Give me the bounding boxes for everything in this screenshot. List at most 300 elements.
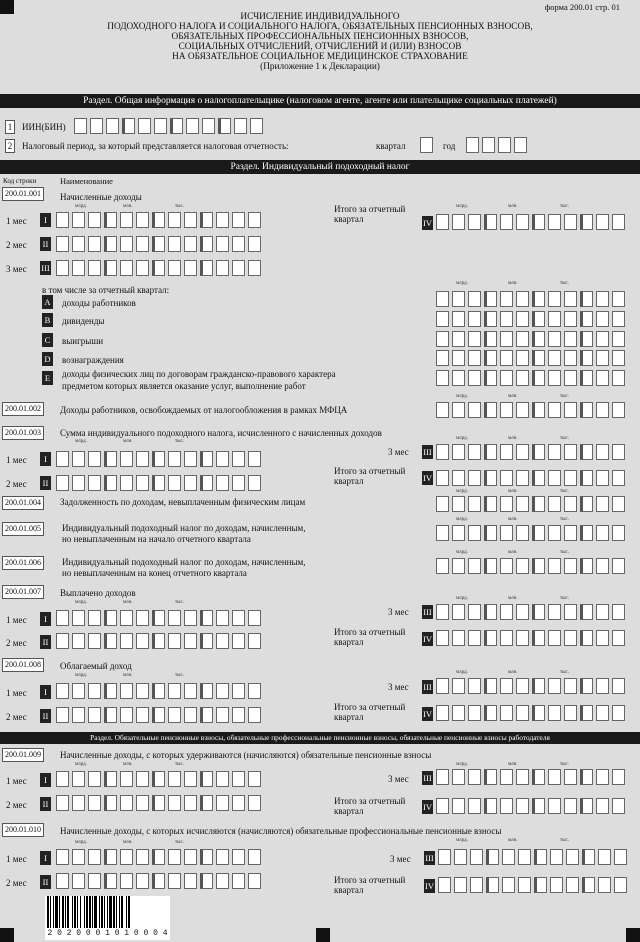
input-cell[interactable] [136,212,149,228]
input-cell[interactable] [550,877,563,893]
input-cell[interactable] [548,311,561,327]
input-cell[interactable] [596,705,609,721]
input-cell[interactable] [516,678,529,694]
input-cell[interactable] [564,214,577,230]
input-cell[interactable] [580,444,593,460]
input-cell[interactable] [596,331,609,347]
input-cell[interactable] [500,705,513,721]
input-cell[interactable] [152,633,165,649]
input-cell[interactable] [548,331,561,347]
input-cell[interactable] [580,470,593,486]
input-cell[interactable] [436,604,449,620]
input-cell[interactable] [550,849,563,865]
input-cell[interactable] [580,798,593,814]
input-cell[interactable] [248,475,261,491]
input-cell[interactable] [484,678,497,694]
input-cell[interactable] [596,769,609,785]
input-cell[interactable] [152,236,165,252]
input-cell[interactable] [532,705,545,721]
input-cell[interactable] [56,707,69,723]
input-cell[interactable] [88,795,101,811]
input-cell[interactable] [88,633,101,649]
input-cell[interactable] [232,610,245,626]
input-cell[interactable] [548,798,561,814]
input-cell[interactable] [454,877,467,893]
iin-input[interactable] [74,118,266,134]
input-cell[interactable] [184,849,197,865]
input-cell[interactable] [612,311,625,327]
input-cell[interactable] [152,260,165,276]
input-cell[interactable] [468,311,481,327]
input-cell[interactable] [580,311,593,327]
input-cell[interactable] [500,496,513,512]
input-cell[interactable] [612,525,625,541]
amount-input[interactable] [436,705,628,721]
input-cell[interactable] [436,678,449,694]
input-cell[interactable] [500,525,513,541]
input-cell[interactable] [88,683,101,699]
input-cell[interactable] [484,214,497,230]
input-cell[interactable] [120,795,133,811]
input-cell[interactable] [90,118,103,134]
input-cell[interactable] [564,370,577,386]
input-cell[interactable] [200,212,213,228]
amount-input[interactable] [56,771,264,787]
input-cell[interactable] [484,331,497,347]
input-cell[interactable] [548,630,561,646]
input-cell[interactable] [500,214,513,230]
input-cell[interactable] [580,291,593,307]
input-cell[interactable] [216,683,229,699]
input-cell[interactable] [532,444,545,460]
input-cell[interactable] [104,849,117,865]
input-cell[interactable] [564,331,577,347]
input-cell[interactable] [548,470,561,486]
input-cell[interactable] [436,558,449,574]
input-cell[interactable] [468,350,481,366]
input-cell[interactable] [516,630,529,646]
input-cell[interactable] [516,769,529,785]
input-cell[interactable] [152,212,165,228]
input-cell[interactable] [500,402,513,418]
input-cell[interactable] [168,873,181,889]
input-cell[interactable] [532,214,545,230]
input-cell[interactable] [452,214,465,230]
input-cell[interactable] [72,610,85,626]
amount-input[interactable] [436,525,628,541]
input-cell[interactable] [532,558,545,574]
input-cell[interactable] [168,707,181,723]
input-cell[interactable] [532,496,545,512]
input-cell[interactable] [216,771,229,787]
input-cell[interactable] [88,451,101,467]
input-cell[interactable] [438,877,451,893]
input-cell[interactable] [612,470,625,486]
input-cell[interactable] [56,610,69,626]
input-cell[interactable] [596,470,609,486]
input-cell[interactable] [104,873,117,889]
input-cell[interactable] [516,370,529,386]
input-cell[interactable] [88,707,101,723]
input-cell[interactable] [484,311,497,327]
input-cell[interactable] [532,402,545,418]
input-cell[interactable] [500,350,513,366]
input-cell[interactable] [136,475,149,491]
input-cell[interactable] [104,707,117,723]
input-cell[interactable] [120,260,133,276]
input-cell[interactable] [484,705,497,721]
input-cell[interactable] [452,370,465,386]
input-cell[interactable] [452,311,465,327]
input-cell[interactable] [120,873,133,889]
input-cell[interactable] [534,877,547,893]
input-cell[interactable] [468,331,481,347]
input-cell[interactable] [468,470,481,486]
input-cell[interactable] [564,496,577,512]
input-cell[interactable] [436,769,449,785]
input-cell[interactable] [484,798,497,814]
input-cell[interactable] [564,525,577,541]
input-cell[interactable] [484,444,497,460]
input-cell[interactable] [136,260,149,276]
input-cell[interactable] [452,331,465,347]
input-cell[interactable] [548,525,561,541]
amount-input[interactable] [56,610,264,626]
input-cell[interactable] [136,873,149,889]
input-cell[interactable] [500,291,513,307]
amount-input[interactable] [436,311,628,327]
input-cell[interactable] [596,496,609,512]
input-cell[interactable] [612,798,625,814]
input-cell[interactable] [248,260,261,276]
input-cell[interactable] [184,236,197,252]
input-cell[interactable] [598,849,611,865]
input-cell[interactable] [232,475,245,491]
input-cell[interactable] [122,118,135,134]
input-cell[interactable] [56,683,69,699]
input-cell[interactable] [596,444,609,460]
input-cell[interactable] [248,873,261,889]
input-cell[interactable] [72,795,85,811]
input-cell[interactable] [436,331,449,347]
input-cell[interactable] [202,118,215,134]
input-cell[interactable] [452,470,465,486]
input-cell[interactable] [580,402,593,418]
input-cell[interactable] [468,402,481,418]
input-cell[interactable] [468,558,481,574]
input-cell[interactable] [248,610,261,626]
input-cell[interactable] [168,633,181,649]
input-cell[interactable] [152,475,165,491]
input-cell[interactable] [72,873,85,889]
input-cell[interactable] [516,496,529,512]
input-cell[interactable] [500,470,513,486]
input-cell[interactable] [168,475,181,491]
input-cell[interactable] [548,350,561,366]
input-cell[interactable] [532,525,545,541]
input-cell[interactable] [580,769,593,785]
input-cell[interactable] [468,630,481,646]
input-cell[interactable] [500,630,513,646]
input-cell[interactable] [248,849,261,865]
input-cell[interactable] [436,630,449,646]
input-cell[interactable] [56,451,69,467]
input-cell[interactable] [564,678,577,694]
input-cell[interactable] [452,525,465,541]
input-cell[interactable] [136,610,149,626]
input-cell[interactable] [232,683,245,699]
input-cell[interactable] [152,683,165,699]
input-cell[interactable] [484,496,497,512]
input-cell[interactable] [596,630,609,646]
input-cell[interactable] [184,683,197,699]
input-cell[interactable] [548,769,561,785]
amount-input[interactable] [56,633,264,649]
input-cell[interactable] [468,496,481,512]
input-cell[interactable] [498,137,511,153]
input-cell[interactable] [516,798,529,814]
input-cell[interactable] [452,291,465,307]
input-cell[interactable] [452,678,465,694]
input-cell[interactable] [436,525,449,541]
input-cell[interactable] [454,849,467,865]
input-cell[interactable] [468,214,481,230]
input-cell[interactable] [582,849,595,865]
input-cell[interactable] [56,849,69,865]
input-cell[interactable] [484,470,497,486]
amount-input[interactable] [56,451,264,467]
input-cell[interactable] [452,350,465,366]
input-cell[interactable] [614,877,627,893]
input-cell[interactable] [436,402,449,418]
input-cell[interactable] [566,849,579,865]
input-cell[interactable] [518,877,531,893]
input-cell[interactable] [120,683,133,699]
input-cell[interactable] [136,683,149,699]
input-cell[interactable] [612,331,625,347]
input-cell[interactable] [420,137,433,153]
input-cell[interactable] [564,350,577,366]
input-cell[interactable] [72,771,85,787]
input-cell[interactable] [516,214,529,230]
input-cell[interactable] [532,370,545,386]
input-cell[interactable] [248,633,261,649]
input-cell[interactable] [184,873,197,889]
input-cell[interactable] [88,236,101,252]
input-cell[interactable] [500,604,513,620]
input-cell[interactable] [200,236,213,252]
input-cell[interactable] [548,370,561,386]
input-cell[interactable] [104,633,117,649]
input-cell[interactable] [532,678,545,694]
input-cell[interactable] [200,873,213,889]
input-cell[interactable] [216,795,229,811]
input-cell[interactable] [248,451,261,467]
input-cell[interactable] [532,331,545,347]
input-cell[interactable] [500,558,513,574]
input-cell[interactable] [612,630,625,646]
input-cell[interactable] [216,633,229,649]
input-cell[interactable] [596,604,609,620]
amount-input[interactable] [436,630,628,646]
input-cell[interactable] [104,212,117,228]
amount-input[interactable] [436,470,628,486]
input-cell[interactable] [72,260,85,276]
input-cell[interactable] [200,849,213,865]
input-cell[interactable] [612,350,625,366]
input-cell[interactable] [452,402,465,418]
input-cell[interactable] [200,451,213,467]
input-cell[interactable] [482,137,495,153]
input-cell[interactable] [232,707,245,723]
input-cell[interactable] [468,769,481,785]
input-cell[interactable] [548,291,561,307]
input-cell[interactable] [184,633,197,649]
input-cell[interactable] [500,798,513,814]
input-cell[interactable] [56,873,69,889]
input-cell[interactable] [612,291,625,307]
input-cell[interactable] [516,350,529,366]
input-cell[interactable] [564,630,577,646]
input-cell[interactable] [234,118,247,134]
input-cell[interactable] [516,311,529,327]
input-cell[interactable] [120,849,133,865]
input-cell[interactable] [514,137,527,153]
input-cell[interactable] [452,798,465,814]
input-cell[interactable] [56,236,69,252]
amount-input[interactable] [56,849,264,865]
input-cell[interactable] [484,769,497,785]
input-cell[interactable] [436,444,449,460]
input-cell[interactable] [104,795,117,811]
input-cell[interactable] [548,444,561,460]
amount-input[interactable] [436,402,628,418]
input-cell[interactable] [120,771,133,787]
input-cell[interactable] [88,475,101,491]
input-cell[interactable] [72,475,85,491]
input-cell[interactable] [216,451,229,467]
input-cell[interactable] [484,402,497,418]
input-cell[interactable] [484,291,497,307]
input-cell[interactable] [484,558,497,574]
input-cell[interactable] [168,260,181,276]
input-cell[interactable] [532,291,545,307]
input-cell[interactable] [88,771,101,787]
input-cell[interactable] [74,118,87,134]
amount-input[interactable] [436,798,628,814]
input-cell[interactable] [516,604,529,620]
input-cell[interactable] [612,705,625,721]
input-cell[interactable] [564,402,577,418]
input-cell[interactable] [168,795,181,811]
input-cell[interactable] [500,769,513,785]
input-cell[interactable] [72,236,85,252]
input-cell[interactable] [564,444,577,460]
input-cell[interactable] [580,630,593,646]
input-cell[interactable] [468,604,481,620]
input-cell[interactable] [452,769,465,785]
input-cell[interactable] [486,849,499,865]
input-cell[interactable] [136,849,149,865]
input-cell[interactable] [612,402,625,418]
input-cell[interactable] [596,214,609,230]
input-cell[interactable] [72,849,85,865]
input-cell[interactable] [580,604,593,620]
input-cell[interactable] [436,798,449,814]
input-cell[interactable] [232,212,245,228]
input-cell[interactable] [516,525,529,541]
input-cell[interactable] [596,291,609,307]
input-cell[interactable] [56,633,69,649]
input-cell[interactable] [88,260,101,276]
amount-input[interactable] [56,873,264,889]
input-cell[interactable] [232,849,245,865]
input-cell[interactable] [580,525,593,541]
input-cell[interactable] [120,707,133,723]
input-cell[interactable] [548,496,561,512]
input-cell[interactable] [612,558,625,574]
input-cell[interactable] [72,633,85,649]
amount-input[interactable] [438,849,630,865]
input-cell[interactable] [566,877,579,893]
input-cell[interactable] [516,291,529,307]
input-cell[interactable] [484,630,497,646]
input-cell[interactable] [468,705,481,721]
input-cell[interactable] [516,558,529,574]
input-cell[interactable] [612,678,625,694]
input-cell[interactable] [232,771,245,787]
input-cell[interactable] [500,370,513,386]
input-cell[interactable] [580,705,593,721]
input-cell[interactable] [466,137,479,153]
input-cell[interactable] [200,707,213,723]
input-cell[interactable] [614,849,627,865]
input-cell[interactable] [596,678,609,694]
input-cell[interactable] [72,212,85,228]
input-cell[interactable] [452,558,465,574]
input-cell[interactable] [452,496,465,512]
input-cell[interactable] [612,496,625,512]
input-cell[interactable] [120,633,133,649]
input-cell[interactable] [516,470,529,486]
input-cell[interactable] [564,311,577,327]
input-cell[interactable] [168,683,181,699]
input-cell[interactable] [436,311,449,327]
input-cell[interactable] [580,331,593,347]
input-cell[interactable] [104,683,117,699]
input-cell[interactable] [184,610,197,626]
input-cell[interactable] [56,212,69,228]
amount-input[interactable] [56,475,264,491]
input-cell[interactable] [152,873,165,889]
input-cell[interactable] [548,558,561,574]
input-cell[interactable] [200,260,213,276]
input-cell[interactable] [248,236,261,252]
input-cell[interactable] [532,769,545,785]
input-cell[interactable] [200,683,213,699]
input-cell[interactable] [232,236,245,252]
amount-input[interactable] [56,260,264,276]
input-cell[interactable] [486,877,499,893]
input-cell[interactable] [104,771,117,787]
input-cell[interactable] [216,707,229,723]
input-cell[interactable] [120,475,133,491]
input-cell[interactable] [452,604,465,620]
input-cell[interactable] [436,214,449,230]
input-cell[interactable] [184,795,197,811]
amount-input[interactable] [56,795,264,811]
amount-input[interactable] [436,331,628,347]
